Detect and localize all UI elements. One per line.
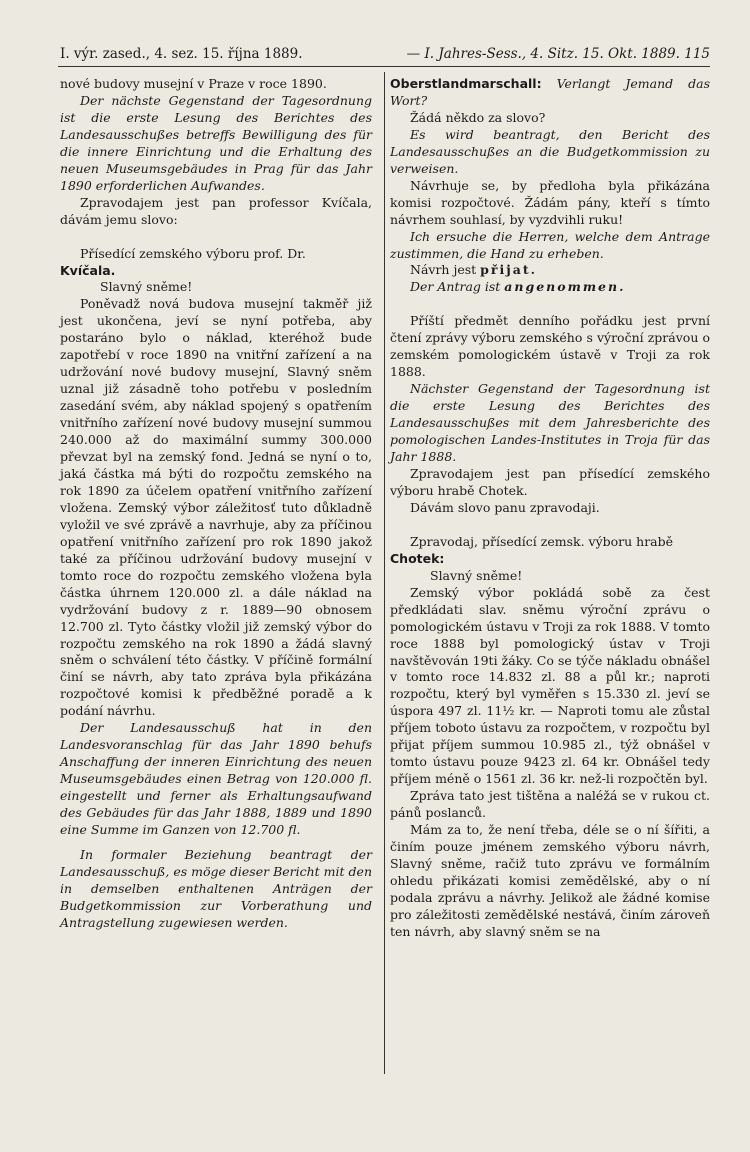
right-paragraph-3: Es wird beantragt, den Bericht des Landesausschußes an die Budgetkommission zu verweisen. <box>390 126 710 176</box>
spacer <box>60 229 372 246</box>
header-left: I. výr. zased., 4. sez. 15. října 1889. <box>60 46 303 62</box>
speaker-name: Kvíčala. <box>60 262 116 278</box>
left-paragraph-1: nové budovy musejní v Praze v roce 1890. <box>60 76 327 91</box>
right-paragraph-1: Oberstlandmarschall: Verlangt Jemand das Wort? <box>390 76 710 108</box>
speaker-name: Chotek: <box>390 550 445 566</box>
right-paragraph-10: Zpravodajem jest pan přísedící zemského výboru hrabě Chotek. <box>390 465 710 498</box>
right-paragraph-4: Návrhuje se, by předloha byla přikázána komisi rozpočtové. Žádám pány, kteří s tímto návrhem souhlasí, by vyzdvihli ruku! <box>390 177 710 227</box>
page-header <box>60 46 710 62</box>
right-paragraph-6: Návrh jest přijat. <box>410 262 537 278</box>
column-divider <box>384 72 385 1074</box>
speaker-oberstlandmarschall: Oberstlandmarschall: <box>390 76 542 91</box>
right-paragraph-13: Zpráva tato jest tištěna a naléžá se v rukou ct. pánů poslanců. <box>390 788 710 821</box>
left-paragraph-6: In formaler Beziehung beantragt der Landesausschuß, es möge dieser Bericht mit den in demselben enthaltenen Anträgen der Budgetkommission zur Vorberathung und Antragstellung zugewiesen werden. <box>60 846 372 930</box>
right-paragraph-9: Nächster Gegenstand der Tagesordnung ist die erste Lesung des Berichtes des Landesausschußes mit dem Jahresberichte des pomologischen Landes-Institutes in Troja für das Jahr 1888. <box>390 381 710 465</box>
speaker-intro: Zpravodaj, přísedící zemsk. výboru hrabě <box>410 533 674 549</box>
spacer <box>60 839 372 847</box>
left-paragraph-5: Der Landesausschuß hat in den Landesvoranschlag für das Jahr 1890 behufs Anschaffung der inneren Einrichtung des neuen Museumsgebäudes einen Betrag von 120.000 fl. eingestellt und ferner als Erhaltungsaufwand des Gebäudes für das Jahr 1888, 1889 und 1890 eine Summe im Ganzen von 12.700 fl. <box>60 720 372 837</box>
right-paragraph-8: Příští předmět denního pořádku jest první čtení zprávy výboru zemského s výroční zprávou o zemském pomologickém ústavě v Troji za rok 1888. <box>390 313 710 380</box>
left-paragraph-3: Zpravodajem jest pan professor Kvíčala, dávám jemu slovo: <box>60 194 372 227</box>
right-column <box>390 76 710 941</box>
salutation: Slavný sněme! <box>100 279 193 295</box>
speaker-intro: Přísedící zemského výboru prof. Dr. <box>80 245 306 261</box>
header-rule <box>58 66 710 67</box>
spacer <box>390 517 710 534</box>
spacer <box>390 296 710 313</box>
right-paragraph-2: Žádá někdo za slovo? <box>410 109 546 125</box>
salutation: Slavný sněme! <box>430 567 523 583</box>
right-paragraph-7: Der Antrag ist angenommen. <box>410 279 626 295</box>
right-paragraph-5: Ich ersuche die Herren, welche dem Antrage zustimmen, die Hand zu erheben. <box>390 228 710 261</box>
speaker-kvicala <box>60 246 372 280</box>
header-right: — I. Jahres-Sess., 4. Sitz. 15. Okt. 1889. 115 <box>406 46 710 62</box>
left-column <box>60 76 372 932</box>
right-paragraph-11: Dávám slovo panu zpravodaji. <box>410 499 600 515</box>
left-paragraph-2: Der nächste Gegenstand der Tagesordnung ist die erste Lesung des Berichtes des Landesausschußes betreffs Bewilligung des für die innere Einrichtung und die Erhaltung des neuen Museumsgebäudes in Prag für das Jahr 1890 erforderlichen Aufwandes. <box>60 92 372 193</box>
speaker-chotek <box>390 534 710 568</box>
right-paragraph-12: Zemský výbor pokládá sobě za čest předkládati slav. sněmu výroční zprávu o pomologickém ústavu v Troji za rok 1888. V tomto roce 1888 byl pomologický ústav v Troji navštěvován 19ti žáky. Co se týče nákladu obnášel v tomto roce 14.832 zl. 88 a půl kr.; naproti rozpočtu, který byl vyměřen s 15.330 zl. jeví se úspora 497 zl. 11½ kr. — Naproti tomu ale zůstal příjem toboto ústavu za rozpočtem, v rozpočtu byl přijat příjem summou 10.985 zl., týž obnášel v tomto ústavu pouze 9423 zl. 64 kr. Obnášel tedy příjem méně o 1561 zl. 36 kr. než-li rozpočtěn byl. <box>390 584 710 787</box>
right-paragraph-14: Mám za to, že není třeba, déle se o ní šířiti, a činím pouze jménem zemského výboru návrh, Slavný sněme, račiž tuto zprávu ve formálním ohledu přikázati komisi zemědělské, aby o ní podala zprávu a návrhy. Jelikož ale žádné komise pro záležitosti zemědělské nestává, činím zároveň ten návrh, aby slavný sněm se na <box>390 822 710 939</box>
left-paragraph-4: Poněvadž nová budova musejní takměř již jest ukončena, jeví se nyní potřeba, aby postaráno bylo o náklad, kteréhož bude zapotřebí v roce 1890 na vnitřní zařízení a na udržování nové budovy musejní, Slavný sněm uznal již zásadně toho potřebu v posledním zasedání svém, aby náklad spojený s opatřením vnitřního zařízení nové budovy musejní summou 240.000 až do maximální summy 300.000 převzat byl na zemský fond. Jedná se nyní o to, jaká částka má býti do rozpočtu zemského na rok 1890 za účelem opatření vnitřního zařízení vložena. Zemský výbor záležitosť tuto důkladně vyložil ve své zprávě a navrhuje, aby za příčinou opatření vnitřního zařízení pro rok 1890 jakož také za příčinou udržování budovy musejní v tomto roce do rozpočtu zemského vložena byla částka úhrnem 120.000 zl. a dále náklad na vydržování budovy z r. 1889—90 obnosem 12.700 zl. Tyto částky vložil již zemský výbor do rozpočtu zemského na rok 1890 a žádá slavný sněm o schválení této částky. V příčině formální činí se návrh, aby tato zpráva byla přikázána rozpočtové komisi k předběžné poradě a k podání návrhu. <box>60 296 372 719</box>
